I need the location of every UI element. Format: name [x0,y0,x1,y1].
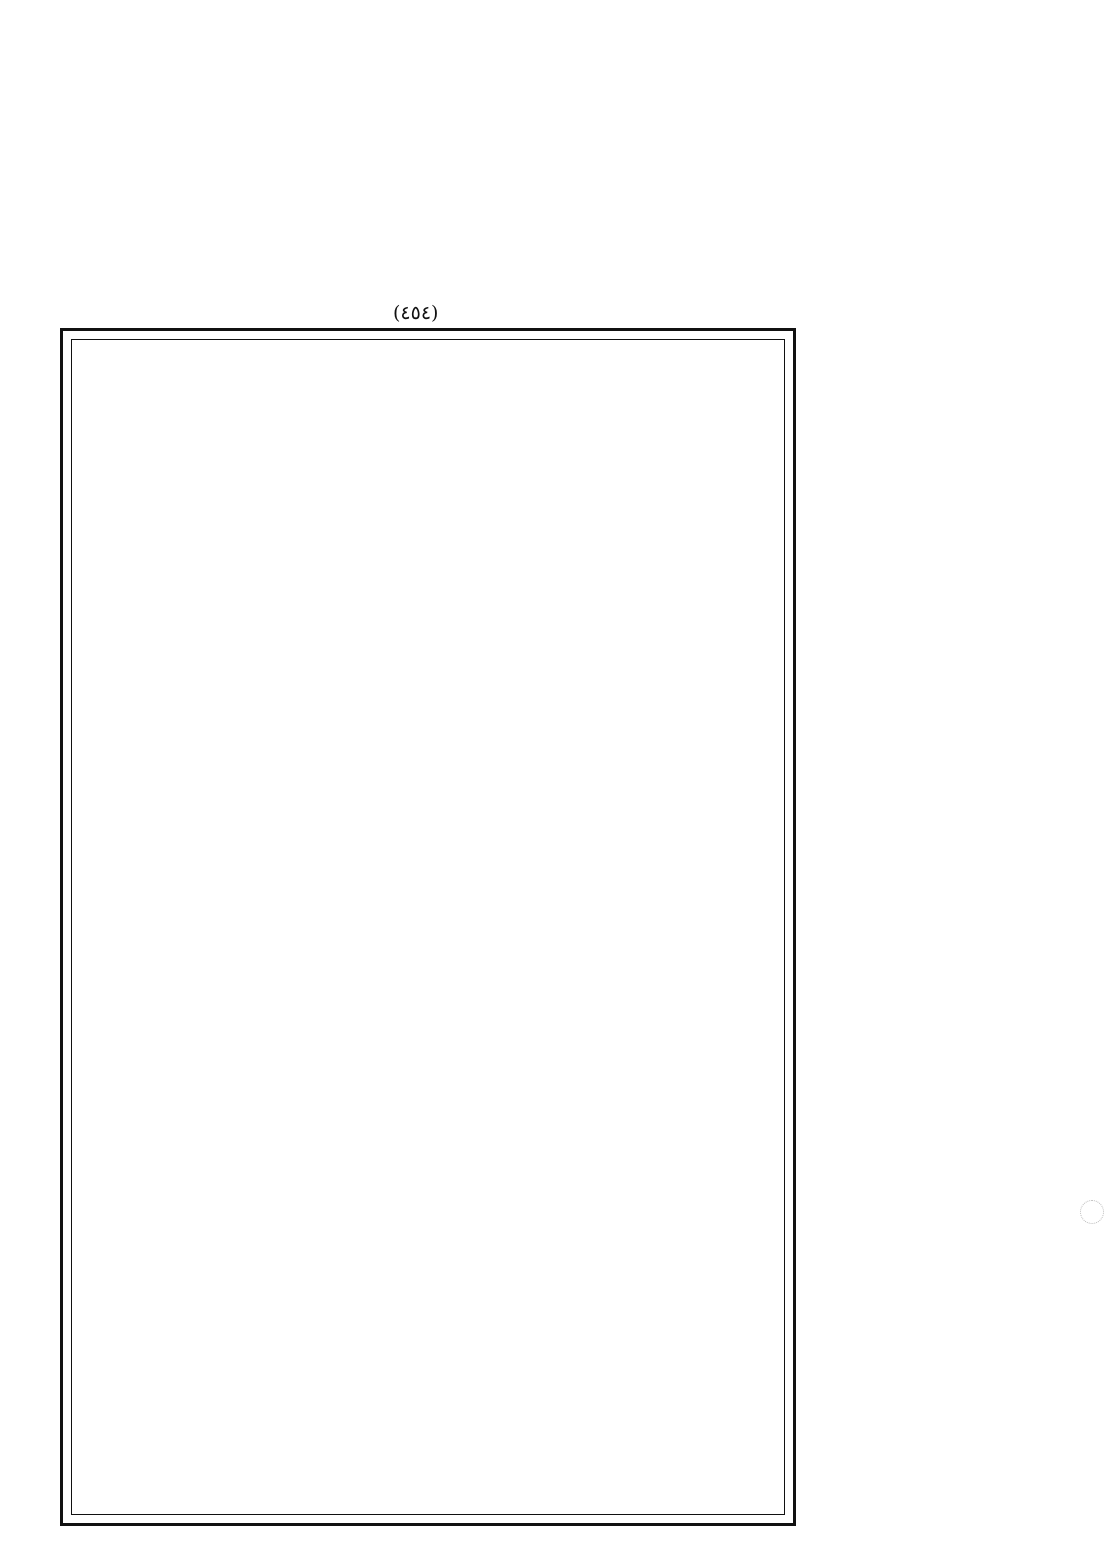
text-line [64,96,1088,128]
text-line [91,765,771,800]
text-line [64,1402,1088,1435]
text-line [64,128,1088,160]
text-line [91,834,771,869]
text-line [64,1435,1088,1468]
text-line [806,616,1078,648]
text-line [91,1041,771,1076]
text-line [91,800,771,835]
text-line [806,424,1078,456]
text-line [64,224,1088,256]
text-line [91,1145,771,1180]
text-line [64,1369,1088,1402]
text-line [806,744,1078,776]
text-line [806,904,1078,936]
text-line [806,840,1078,872]
text-line [91,1007,771,1042]
text-line [91,455,771,490]
text-line [806,488,1078,520]
text-line [91,627,771,662]
text-line [91,386,771,421]
text-line [64,1336,1088,1369]
text-line [64,256,1088,288]
text-line [806,1064,1078,1096]
text-line [806,1128,1078,1160]
text-line [91,1076,771,1111]
text-line [64,1501,1088,1534]
text-line [91,524,771,559]
text-line [806,712,1078,744]
text-line [91,731,771,766]
text-line [806,1160,1078,1192]
text-line [806,808,1078,840]
text-line [91,903,771,938]
text-line [806,392,1078,424]
text-line [806,520,1078,552]
text-line [91,938,771,973]
text-line [806,968,1078,1000]
text-line [806,360,1078,392]
page-smudge [1080,1200,1104,1224]
text-line [91,662,771,697]
matn-top-paragraph [64,96,1088,320]
text-line [806,680,1078,712]
text-line [806,648,1078,680]
text-line [91,351,771,386]
text-line [64,1270,1088,1303]
text-line [64,1534,1088,1567]
text-line [64,160,1088,192]
text-line [806,1096,1078,1128]
text-line [806,328,1078,360]
text-line [91,420,771,455]
text-line [806,936,1078,968]
text-line [64,1303,1088,1336]
text-line [64,288,1088,320]
text-line [64,1204,1088,1237]
text-line [91,558,771,593]
text-line [91,1110,771,1145]
text-line [806,1032,1078,1064]
text-line [806,584,1078,616]
matn-bottom-paragraph [64,1204,1088,1567]
text-line [64,192,1088,224]
text-line [64,1468,1088,1501]
text-line [806,776,1078,808]
text-line [91,593,771,628]
text-line [91,972,771,1007]
text-line [806,872,1078,904]
text-line [91,489,771,524]
text-line [91,696,771,731]
text-line [806,552,1078,584]
text-line [91,869,771,904]
text-line [806,1000,1078,1032]
text-line [806,456,1078,488]
text-line [64,1237,1088,1270]
page-number: (٤٥٤) [393,302,439,324]
